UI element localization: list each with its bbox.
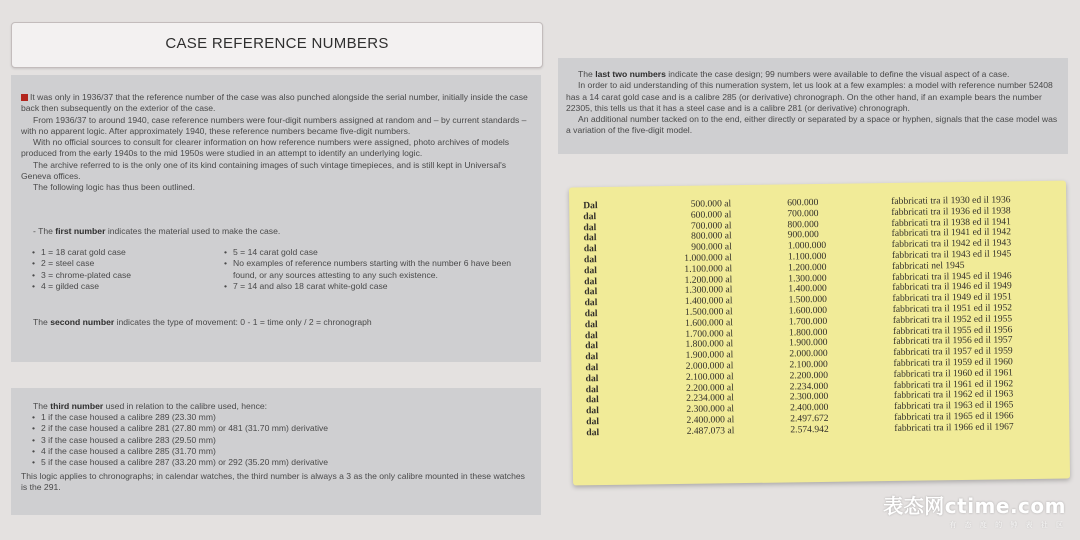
table-cell-from: dal [584,275,598,287]
table-cell-end: 900.000 [787,229,819,241]
table-cell-start: 2.000.000 al [685,360,734,372]
list-item: • 3 = chrome-plated case [31,270,221,281]
table-cell-start: 1.400.000 al [684,295,733,308]
table-cell-years: fabbricati tra il 1960 ed il 1961 [893,367,1014,380]
table-cell-from: dal [585,362,599,374]
table-cell-start: 1.900.000 al [685,349,734,362]
table-cell-start: 2.400.000 al [686,414,735,426]
table-cell-from: dal [583,243,597,255]
table-cell-from: dal [586,426,600,438]
third-number-heading: The third number used in relation to the calibre used, hence: [33,401,268,411]
table-cell-start: 1.500.000 al [684,306,733,318]
table-cell-years: fabbricati tra il 1942 ed il 1943 [891,237,1012,251]
list-item: • 5 if the case housed a calibre 287 (33.20 mm) or 292 (35.20 mm) derivative [31,457,526,468]
intro-paragraph-3: With no official sources to consult for clearer information on how reference numbers were assigned, photo archives of models produced from the early 1940s to the mid 1950s were studied in an attempt to identify an underlying logic. [21,137,510,159]
table-cell-start: 500.000 al [690,198,732,210]
table-cell-from: dal [585,372,599,385]
table-cell-from: dal [583,221,597,233]
first-number-heading: - The first number indicates the material used to make the case. [33,226,281,236]
table-cell-end: 2.000.000 [789,348,828,360]
table-cell-start: 800.000 al [691,230,732,243]
table-cell-from: dal [584,264,597,277]
table-cell-end: 2.400.000 [789,402,829,414]
table-cell-years: fabbricati tra il 1962 ed il 1963 [893,388,1014,402]
table-cell-end: 1.100.000 [787,250,827,263]
table-cell-years: fabbricati tra il 1955 ed il 1956 [892,323,1013,337]
red-square-icon [21,94,28,101]
table-cell-start: 2.234.000 al [686,392,734,405]
table-cell-from: dal [583,254,597,266]
table-cell-start: 1.800.000 al [685,338,734,351]
table-cell-years: fabbricati nel 1945 [891,259,965,272]
first-number-list-left [31,247,221,292]
table-cell-years: fabbricati tra il 1959 ed il 1960 [893,356,1013,369]
intro-panel [11,75,541,362]
table-cell-end: 1.600.000 [788,304,828,317]
table-cell-years: fabbricati tra il 1952 ed il 1955 [892,313,1013,326]
table-cell-end: 800.000 [787,218,819,231]
table-cell-from: dal [583,232,597,244]
table-cell-years: fabbricati tra il 1957 ed il 1959 [893,345,1013,359]
table-cell-years: fabbricati tra il 1966 ed il 1967 [894,421,1014,434]
table-cell-years: fabbricati tra il 1961 ed il 1962 [893,377,1014,391]
table-cell-years: fabbricati tra il 1949 ed il 1951 [892,291,1012,305]
table-cell-end: 2.234.000 [789,380,829,392]
table-cell-end: 1.400.000 [788,283,827,295]
table-column-end [787,197,860,435]
third-number-panel [11,388,541,515]
list-item: • No examples of reference numbers starting with the number 6 have been found, or any sources attesting to any such existence. [223,258,528,281]
serial-table-photo [569,181,1070,486]
table-cell-from: dal [584,308,598,320]
table-cell-end: 2.200.000 [789,369,829,382]
watermark-logo-text: 表态网ctime.com [883,494,1066,518]
table-cell-from: dal [584,297,598,309]
table-cell-end: 1.000.000 [787,240,827,252]
last-numbers-paragraph-3: An additional number tacked on to the end, either directly or separated by a space or hyphen, signals that the case model was a variation of the five-digit model. [566,114,1058,136]
table-cell-from: dal [585,340,599,352]
table-cell-end: 1.300.000 [788,272,827,285]
table-cell-years: fabbricati tra il 1945 ed il 1946 [892,269,1012,283]
third-number-note: This logic applies to chronographs; in calendar watches, the third number is always a 3 as the only calibre mounted in these watches is the 291. [21,471,525,493]
table-cell-years: fabbricati tra il 1930 ed il 1936 [891,194,1011,207]
table-cell-end: 700.000 [787,207,819,220]
table-cell-from: dal [585,394,599,406]
table-cell-from: Dal [583,200,598,212]
table-cell-end: 2.100.000 [789,358,828,371]
table-cell-end: 1.800.000 [788,326,828,338]
list-item: • 4 = gilded case [31,281,221,292]
intro-paragraph-4: The archive referred to is the only one of its kind containing images of such vintage timepieces, and is still kept in Universal's Geneva offices. [21,159,507,182]
table-cell-end: 1.500.000 [788,294,827,306]
watermark-slogan: 有 态 度 的 钟 表 社 区 [949,521,1066,529]
page-title: CASE REFERENCE NUMBERS [165,35,389,52]
watermark [883,490,1066,530]
table-cell-start: 1.600.000 al [685,316,733,329]
table-cell-from: dal [583,210,597,223]
table-cell-from: dal [585,383,599,395]
list-item: • 1 = 18 carat gold case [31,247,221,258]
table-cell-from: dal [586,416,600,428]
intro-paragraph-2: From 1936/37 to around 1940, case reference numbers were four-digit numbers assigned at random and – by current standards – with no apparent logic. After approximately 1940, these reference numbers became five-digit numbers. [21,114,527,136]
table-cell-years: fabbricati tra il 1951 ed il 1952 [892,302,1013,315]
last-numbers-paragraph-2: In order to aid understanding of this numeration system, let us look at a few examples: a model with reference number 52408 has a 14 carat gold case and is a calibre 285 (or derivative) chronograph. On the other hand, if an example bears the number 22305, this tells us that it has a steel case and is a calibre 281 (or derivative) chronograph. [566,80,1053,113]
last-numbers-paragraph-1: The last two numbers indicate the case design; 99 numbers were available to define the visual aspect of a case. [578,69,1010,79]
table-cell-start: 1.100.000 al [684,262,733,275]
table-cell-end: 2.497.672 [790,412,829,425]
table-cell-end: 1.700.000 [788,315,828,328]
table-cell-years: fabbricati tra il 1965 ed il 1966 [894,410,1014,423]
intro-paragraph-5: The following logic has thus been outlined. [33,182,195,193]
table-cell-start: 700.000 al [690,219,732,232]
table-cell-start: 2.100.000 al [685,370,734,383]
table-cell-end: 1.900.000 [789,337,828,349]
table-cell-from: dal [584,329,598,341]
list-item: • 3 if the case housed a calibre 283 (29.50 mm) [31,435,526,446]
list-item: • 2 if the case housed a calibre 281 (27.80 mm) or 481 (31.70 mm) derivative [31,423,526,434]
first-number-list-right [223,247,528,292]
table-cell-start: 2.487.073 al [686,424,735,437]
last-numbers-panel [558,58,1068,154]
table-cell-years: fabbricati tra il 1938 ed il 1941 [891,215,1011,229]
table-cell-start: 600.000 al [690,209,732,221]
table-cell-end: 600.000 [787,197,819,209]
list-item: • 1 if the case housed a calibre 289 (23.30 mm) [31,412,526,423]
table-cell-start: 1.000.000 al [684,252,733,264]
table-column-from [583,201,626,439]
table-cell-start: 2.200.000 al [685,381,734,394]
last-numbers-text [566,69,1060,137]
table-cell-start: 1.300.000 al [684,284,733,297]
table-cell-years: fabbricati tra il 1936 ed il 1938 [891,205,1011,218]
list-item: • 7 = 14 and also 18 carat white-gold case [223,281,528,292]
table-cell-start: 900.000 al [691,241,732,253]
table-cell-from: dal [585,351,599,363]
table-cell-end: 2.300.000 [789,391,829,403]
table-cell-start: 1.200.000 al [684,273,733,286]
table-column-years [891,195,1054,435]
table-column-start [661,199,734,437]
title-bar [11,22,543,68]
table-cell-from: dal [584,286,598,298]
list-item: • 5 = 14 carat gold case [223,247,528,258]
table-cell-years: fabbricati tra il 1963 ed il 1965 [893,399,1014,413]
table-cell-years: fabbricati tra il 1956 ed il 1957 [893,334,1013,348]
intro-text [21,92,533,194]
list-item: • 4 if the case housed a calibre 285 (31.70 mm) [31,446,526,457]
table-cell-end: 1.200.000 [788,261,827,274]
table-cell-from: dal [585,405,599,417]
table-cell-years: fabbricati tra il 1941 ed il 1942 [891,226,1012,240]
table-cell-end: 2.574.942 [790,423,829,436]
table-cell-start: 1.700.000 al [685,327,734,340]
table-cell-start: 2.300.000 al [686,403,735,416]
third-number-list [31,412,526,468]
intro-paragraph-1: It was only in 1936/37 that the reference number of the case was also punched alongside the serial number, initially inside the case back then subsequently on the exterior of the case. [21,92,528,114]
table-cell-years: fabbricati tra il 1946 ed il 1949 [892,280,1012,294]
table-cell-years: fabbricati tra il 1943 ed il 1945 [891,248,1012,261]
second-number-text: The second number indicates the type of movement: 0 - 1 = time only / 2 = chronograph [33,317,372,327]
table-cell-from: dal [584,318,598,331]
list-item: • 2 = steel case [31,258,221,269]
